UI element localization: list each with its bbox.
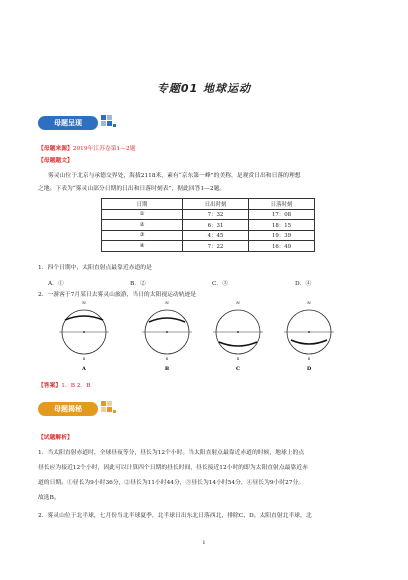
analysis-p2-line-1: 2．雾灵山位于北半球，七月份当北半球夏季，北半球日出东北日落西北，排除C、D。太阳直射北半球，北 <box>38 513 312 519</box>
intro-line-2: 之地。下表为“雾灵山部分日期的日出和日落时刻表”，据此回答1—2题。 <box>38 186 226 192</box>
banner-square-icon <box>107 121 112 126</box>
q1-option-b: B．② <box>130 281 146 287</box>
table-cell: 19：39 <box>249 230 315 241</box>
table-cell: 16：49 <box>249 241 315 252</box>
table-row <box>102 220 315 231</box>
banner-square-icon <box>107 407 112 412</box>
sun-path-diagram-a <box>58 298 110 372</box>
page-title: 专题01 地球运动 <box>156 82 252 95</box>
question-2-stem: 2．一游客于7月某日去雾灵山旅游，当日的太阳视运动轨迹是 <box>38 292 197 298</box>
analysis-p1-line-3: 道的日期。①昼长为9小时36分，②昼长为11小时44分，③昼长为14小时54分，④昼长为9小时27分。 <box>38 480 305 486</box>
q1-option-a: A．① <box>48 281 64 287</box>
banner-label: 母题揭秘 <box>38 402 98 416</box>
banner-square-icon <box>107 115 112 120</box>
table-cell: 7：32 <box>183 209 249 220</box>
sun-path-svg <box>283 298 335 372</box>
intro-line-1: 雾灵山位于北京与承德交界处，海拔2118米，素有“京东第一峰”的美称，是观赏日出和日落的理想 <box>48 173 301 179</box>
diagram-label: B <box>164 366 170 372</box>
table-row <box>102 209 315 220</box>
analysis-p1-line-4: 故选B。 <box>38 495 60 501</box>
analysis-p1-line-2: 昼长应为接近12个小时，因此可以计算四个日期的昼长时间，昼长接近12小时的即为太阳直射点最靠近赤 <box>38 465 308 471</box>
question-label-line <box>38 157 73 165</box>
table-cell: 17：08 <box>249 209 315 220</box>
analysis-label-line <box>38 434 73 442</box>
section-banner-reveal <box>38 399 126 419</box>
compass-n: N <box>82 300 86 305</box>
source-text: 2019年江苏卷第1—2题 <box>72 146 136 152</box>
q1-option-d: D．④ <box>295 281 312 287</box>
banner-label: 母题呈现 <box>38 116 98 130</box>
compass-s: S <box>165 356 169 361</box>
sun-path-diagram-d <box>283 298 335 372</box>
table-cell: ① <box>102 209 183 220</box>
compass-s: S <box>236 356 240 361</box>
table-row <box>102 241 315 252</box>
sun-path-svg <box>141 298 193 372</box>
table-header-cell: 日落时刻 <box>249 199 315 210</box>
source-line <box>38 145 136 153</box>
table-row <box>102 230 315 241</box>
table-cell: 6：31 <box>183 220 249 231</box>
diagram-label: D <box>306 366 312 372</box>
q1-option-c: C．③ <box>212 281 229 287</box>
compass-s: S <box>82 356 86 361</box>
diagram-label: C <box>236 366 240 372</box>
question-label: 【母题题文】 <box>38 158 73 164</box>
table-cell: 7：22 <box>183 241 249 252</box>
compass-s: S <box>307 356 311 361</box>
sunrise-sunset-table <box>101 198 315 252</box>
banner-square-icon <box>101 407 106 412</box>
table-cell: 4：45 <box>183 230 249 241</box>
table-cell: ③ <box>102 230 183 241</box>
sun-path-diagram-b <box>141 298 193 372</box>
table-cell: 18：15 <box>249 220 315 231</box>
source-label: 【母题来源】 <box>38 146 73 152</box>
analysis-label: 【试题解析】 <box>38 435 73 441</box>
analysis-p1-line-1: 1．当太阳直射赤道时，全球昼夜等分，昼长为12个小时。当太阳直射点最靠近赤道的时候，地球上的点 <box>38 450 305 456</box>
answer-line <box>38 382 91 390</box>
table-cell: ② <box>102 220 183 231</box>
question-1-stem: 1．四个日期中，太阳直射点最靠近赤道的是 <box>38 265 152 271</box>
banner-square-icon <box>101 115 106 120</box>
banner-square-icon <box>113 124 116 127</box>
banner-square-icon <box>107 401 112 406</box>
section-banner-source <box>38 113 126 133</box>
compass-n: N <box>236 300 240 305</box>
page-number: 1 <box>202 540 206 546</box>
table-header-cell: 日期 <box>102 199 183 210</box>
diagram-label: A <box>82 366 86 372</box>
table-header-row <box>102 199 315 210</box>
sun-path-diagram-c <box>212 298 264 372</box>
banner-square-icon <box>101 401 106 406</box>
sun-path-svg <box>212 298 264 372</box>
compass-n: N <box>165 300 169 305</box>
banner-square-icon <box>101 121 106 126</box>
banner-square-icon <box>113 410 116 413</box>
compass-n: N <box>307 300 311 305</box>
table-header-cell: 日出时刻 <box>183 199 249 210</box>
table-cell: ④ <box>102 241 183 252</box>
answer-text: 1．B 2．B <box>61 383 91 389</box>
sun-path-svg <box>58 298 110 372</box>
answer-label: 【答案】 <box>38 383 62 389</box>
